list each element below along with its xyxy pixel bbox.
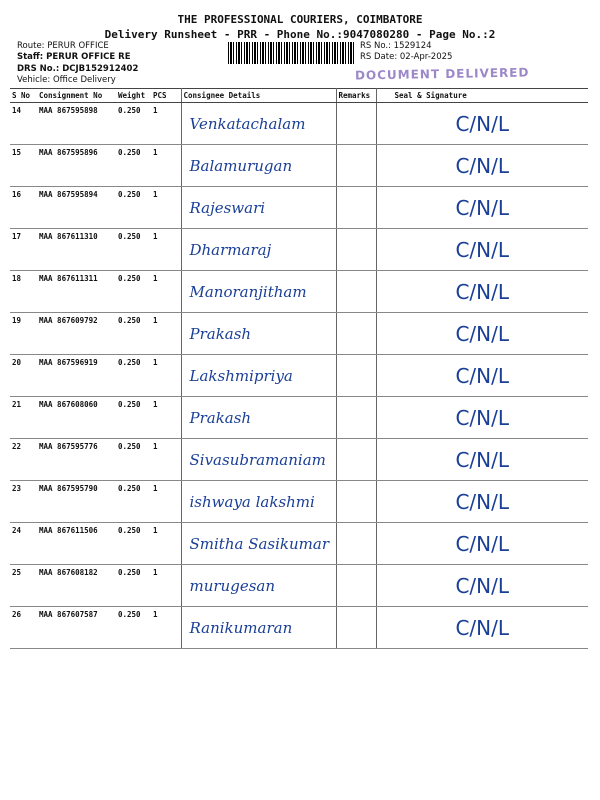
cell-weight: 0.250 xyxy=(116,397,151,439)
cell-consignee: Ranikumaran xyxy=(181,607,336,649)
cell-signature: C/N/L xyxy=(376,313,588,355)
col-header-weight: Weight xyxy=(116,89,151,103)
cell-sno: 22 xyxy=(10,439,37,481)
cell-consignee: Prakash xyxy=(181,313,336,355)
cell-remarks xyxy=(336,523,376,565)
cell-sno: 21 xyxy=(10,397,37,439)
cell-pcs: 1 xyxy=(151,187,181,229)
delivery-stamp: DOCUMENT DELIVERED xyxy=(354,65,530,83)
cell-remarks xyxy=(336,481,376,523)
col-header-remarks: Remarks xyxy=(336,89,376,103)
cell-sno: 16 xyxy=(10,187,37,229)
cell-consignment: MAA 867611310 xyxy=(37,229,116,271)
table-row xyxy=(10,313,588,355)
cell-consignee: Prakash xyxy=(181,397,336,439)
cell-remarks xyxy=(336,607,376,649)
cell-remarks xyxy=(336,355,376,397)
table-row xyxy=(10,271,588,313)
cell-consignee: Smitha Sasikumar xyxy=(181,523,336,565)
drs-number: DRS No.: DCJB152912402 xyxy=(17,64,139,74)
cell-signature: C/N/L xyxy=(376,229,588,271)
cell-remarks xyxy=(336,145,376,187)
col-header-consignee: Consignee Details xyxy=(181,89,336,103)
cell-signature: C/N/L xyxy=(376,607,588,649)
cell-consignment: MAA 867607587 xyxy=(37,607,116,649)
table-row xyxy=(10,103,588,145)
cell-consignment: MAA 867608060 xyxy=(37,397,116,439)
cell-pcs: 1 xyxy=(151,397,181,439)
cell-signature: C/N/L xyxy=(376,187,588,229)
table-header-row xyxy=(10,89,588,103)
cell-sno: 24 xyxy=(10,523,37,565)
cell-consignment: MAA 867595790 xyxy=(37,481,116,523)
document-title: THE PROFESSIONAL COURIERS, COIMBATORE xyxy=(177,13,423,26)
cell-weight: 0.250 xyxy=(116,103,151,145)
document-subtitle: Delivery Runsheet - PRR - Phone No.:9047080280 - Page No.:2 xyxy=(104,28,496,41)
cell-consignment: MAA 867608182 xyxy=(37,565,116,607)
cell-consignee: Dharmaraj xyxy=(181,229,336,271)
cell-weight: 0.250 xyxy=(116,439,151,481)
table-row xyxy=(10,145,588,187)
cell-consignment: MAA 867595896 xyxy=(37,145,116,187)
cell-consignee: Sivasubramaniam xyxy=(181,439,336,481)
staff-label: Staff: PERUR OFFICE RE xyxy=(17,52,131,62)
cell-pcs: 1 xyxy=(151,145,181,187)
cell-consignee: Rajeswari xyxy=(181,187,336,229)
cell-consignee: Venkatachalam xyxy=(181,103,336,145)
cell-signature: C/N/L xyxy=(376,103,588,145)
cell-signature: C/N/L xyxy=(376,145,588,187)
cell-sno: 17 xyxy=(10,229,37,271)
cell-signature: C/N/L xyxy=(376,397,588,439)
cell-signature: C/N/L xyxy=(376,523,588,565)
cell-remarks xyxy=(336,397,376,439)
col-header-pcs: PCS xyxy=(151,89,181,103)
cell-signature: C/N/L xyxy=(376,439,588,481)
cell-remarks xyxy=(336,565,376,607)
cell-consignment: MAA 867595898 xyxy=(37,103,116,145)
cell-weight: 0.250 xyxy=(116,271,151,313)
table-row xyxy=(10,565,588,607)
table-row xyxy=(10,607,588,649)
cell-consignee: Manoranjitham xyxy=(181,271,336,313)
cell-consignment: MAA 867611311 xyxy=(37,271,116,313)
col-header-sno: S No xyxy=(10,89,37,103)
cell-remarks xyxy=(336,187,376,229)
table-row xyxy=(10,229,588,271)
vehicle-label: Vehicle: Office Delivery xyxy=(17,75,116,85)
table-row xyxy=(10,481,588,523)
cell-sno: 26 xyxy=(10,607,37,649)
cell-weight: 0.250 xyxy=(116,229,151,271)
cell-weight: 0.250 xyxy=(116,355,151,397)
cell-pcs: 1 xyxy=(151,355,181,397)
cell-weight: 0.250 xyxy=(116,481,151,523)
cell-pcs: 1 xyxy=(151,313,181,355)
cell-sno: 19 xyxy=(10,313,37,355)
cell-pcs: 1 xyxy=(151,523,181,565)
cell-weight: 0.250 xyxy=(116,145,151,187)
cell-consignee: ishwaya lakshmi xyxy=(181,481,336,523)
cell-signature: C/N/L xyxy=(376,355,588,397)
table-row xyxy=(10,397,588,439)
cell-pcs: 1 xyxy=(151,229,181,271)
cell-sno: 15 xyxy=(10,145,37,187)
cell-consignment: MAA 867609792 xyxy=(37,313,116,355)
cell-remarks xyxy=(336,271,376,313)
cell-remarks xyxy=(336,439,376,481)
cell-pcs: 1 xyxy=(151,103,181,145)
cell-sno: 18 xyxy=(10,271,37,313)
route-label: Route: PERUR OFFICE xyxy=(17,41,109,51)
cell-sno: 25 xyxy=(10,565,37,607)
cell-signature: C/N/L xyxy=(376,271,588,313)
cell-pcs: 1 xyxy=(151,481,181,523)
cell-remarks xyxy=(336,229,376,271)
cell-remarks xyxy=(336,313,376,355)
cell-consignee: murugesan xyxy=(181,565,336,607)
rs-date: RS Date: 02-Apr-2025 xyxy=(360,52,453,62)
col-header-signature: Seal & Signature xyxy=(376,89,588,103)
cell-consignment: MAA 867595776 xyxy=(37,439,116,481)
col-header-consignment: Consignment No xyxy=(37,89,116,103)
cell-weight: 0.250 xyxy=(116,565,151,607)
cell-consignee: Balamurugan xyxy=(181,145,336,187)
cell-pcs: 1 xyxy=(151,607,181,649)
table-row xyxy=(10,355,588,397)
cell-signature: C/N/L xyxy=(376,481,588,523)
table-row xyxy=(10,187,588,229)
cell-pcs: 1 xyxy=(151,271,181,313)
cell-pcs: 1 xyxy=(151,565,181,607)
cell-weight: 0.250 xyxy=(116,313,151,355)
runsheet-table xyxy=(10,88,588,649)
cell-consignment: MAA 867595894 xyxy=(37,187,116,229)
cell-consignee: Lakshmipriya xyxy=(181,355,336,397)
barcode-image xyxy=(228,42,354,64)
cell-signature: C/N/L xyxy=(376,565,588,607)
cell-weight: 0.250 xyxy=(116,523,151,565)
cell-weight: 0.250 xyxy=(116,607,151,649)
cell-sno: 14 xyxy=(10,103,37,145)
rs-number: RS No.: 1529124 xyxy=(360,41,432,51)
cell-sno: 23 xyxy=(10,481,37,523)
table-row xyxy=(10,439,588,481)
cell-weight: 0.250 xyxy=(116,187,151,229)
cell-sno: 20 xyxy=(10,355,37,397)
cell-consignment: MAA 867596919 xyxy=(37,355,116,397)
cell-pcs: 1 xyxy=(151,439,181,481)
table-row xyxy=(10,523,588,565)
cell-consignment: MAA 867611506 xyxy=(37,523,116,565)
cell-remarks xyxy=(336,103,376,145)
